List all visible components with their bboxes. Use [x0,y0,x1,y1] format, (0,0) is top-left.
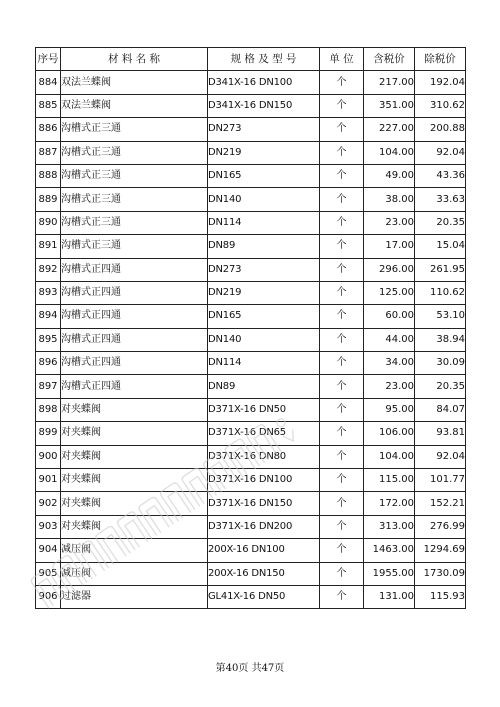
cell-tax-price: 172.00 [364,492,415,515]
cell-spec-model: D371X-16 DN50 [208,398,320,421]
cell-material-name: 沟槽式正三通 [61,188,208,211]
cell-tax-price: 106.00 [364,422,415,445]
header-unit: 单 位 [320,48,364,71]
cell-notax-price: 38.94 [415,328,466,351]
cell-notax-price: 192.04 [415,71,466,94]
cell-unit: 个 [320,539,364,562]
cell-tax-price: 95.00 [364,398,415,421]
cell-tax-price: 313.00 [364,515,415,538]
cell-unit: 个 [320,398,364,421]
table-row [36,492,466,515]
cell-tax-price: 34.00 [364,352,415,375]
cell-notax-price: 15.04 [415,235,466,258]
cell-tax-price: 227.00 [364,118,415,141]
cell-unit: 个 [320,118,364,141]
table-row [36,258,466,281]
cell-spec-model: D371X-16 DN80 [208,445,320,468]
cell-tax-price: 17.00 [364,235,415,258]
cell-tax-price: 125.00 [364,281,415,304]
cell-notax-price: 92.04 [415,141,466,164]
cell-unit: 个 [320,164,364,187]
cell-material-name: 对夹蝶阀 [61,398,208,421]
cell-unit: 个 [320,235,364,258]
cell-unit: 个 [320,445,364,468]
cell-material-name: 沟槽式正三通 [61,211,208,234]
cell-seq: 905 [36,562,61,585]
cell-seq: 894 [36,305,61,328]
table-row [36,398,466,421]
cell-notax-price: 33.63 [415,188,466,211]
cell-material-name: 对夹蝶阀 [61,492,208,515]
cell-unit: 个 [320,258,364,281]
cell-tax-price: 131.00 [364,585,415,608]
cell-spec-model: GL41X-16 DN50 [208,585,320,608]
cell-spec-model: DN219 [208,141,320,164]
table-row [36,562,466,585]
table-row [36,515,466,538]
cell-unit: 个 [320,492,364,515]
cell-spec-model: DN273 [208,118,320,141]
cell-unit: 个 [320,352,364,375]
cell-material-name: 沟槽式正四通 [61,281,208,304]
cell-unit: 个 [320,94,364,117]
cell-unit: 个 [320,422,364,445]
cell-notax-price: 53.10 [415,305,466,328]
cell-spec-model: D371X-16 DN65 [208,422,320,445]
cell-seq: 900 [36,445,61,468]
cell-tax-price: 49.00 [364,164,415,187]
cell-spec-model: DN114 [208,211,320,234]
cell-tax-price: 23.00 [364,375,415,398]
cell-seq: 888 [36,164,61,187]
cell-material-name: 双法兰蝶阀 [61,94,208,117]
cell-seq: 884 [36,71,61,94]
cell-material-name: 沟槽式正三通 [61,118,208,141]
cell-seq: 885 [36,94,61,117]
header-notax-price: 除税价 [415,48,466,71]
table-row [36,211,466,234]
cell-notax-price: 20.35 [415,375,466,398]
cell-unit: 个 [320,305,364,328]
cell-tax-price: 1463.00 [364,539,415,562]
cell-spec-model: DN89 [208,375,320,398]
cell-notax-price: 93.81 [415,422,466,445]
cell-seq: 899 [36,422,61,445]
cell-notax-price: 101.77 [415,469,466,492]
price-table [35,47,466,609]
cell-material-name: 对夹蝶阀 [61,445,208,468]
cell-material-name: 沟槽式正四通 [61,352,208,375]
cell-notax-price: 1294.69 [415,539,466,562]
table-row [36,585,466,608]
cell-seq: 886 [36,118,61,141]
cell-notax-price: 115.93 [415,585,466,608]
cell-material-name: 对夹蝶阀 [61,469,208,492]
cell-material-name: 对夹蝶阀 [61,515,208,538]
table-row [36,328,466,351]
cell-notax-price: 261.95 [415,258,466,281]
cell-material-name: 沟槽式正三通 [61,164,208,187]
cell-spec-model: D371X-16 DN200 [208,515,320,538]
table-row [36,141,466,164]
cell-seq: 906 [36,585,61,608]
cell-material-name: 沟槽式正四通 [61,328,208,351]
cell-tax-price: 351.00 [364,94,415,117]
cell-material-name: 对夹蝶阀 [61,422,208,445]
header-seq: 序号 [36,48,61,71]
cell-seq: 890 [36,211,61,234]
cell-spec-model: D371X-16 DN100 [208,469,320,492]
cell-tax-price: 38.00 [364,188,415,211]
cell-tax-price: 104.00 [364,141,415,164]
table-row [36,281,466,304]
table-body [36,71,466,609]
cell-spec-model: DN165 [208,164,320,187]
table-row [36,422,466,445]
cell-tax-price: 115.00 [364,469,415,492]
table-row [36,352,466,375]
cell-spec-model: DN273 [208,258,320,281]
table-header-row [36,48,466,71]
table-row [36,305,466,328]
cell-spec-model: 200X-16 DN150 [208,562,320,585]
table-row [36,188,466,211]
table-row [36,118,466,141]
cell-spec-model: DN140 [208,188,320,211]
cell-seq: 904 [36,539,61,562]
cell-seq: 902 [36,492,61,515]
header-tax-price: 含税价 [364,48,415,71]
cell-spec-model: DN114 [208,352,320,375]
cell-notax-price: 152.21 [415,492,466,515]
cell-tax-price: 60.00 [364,305,415,328]
header-material-name: 材 料 名 称 [61,48,208,71]
cell-unit: 个 [320,281,364,304]
table-row [36,94,466,117]
cell-unit: 个 [320,375,364,398]
cell-seq: 903 [36,515,61,538]
cell-notax-price: 1730.09 [415,562,466,585]
table-row [36,235,466,258]
cell-material-name: 减压阀 [61,562,208,585]
cell-notax-price: 110.62 [415,281,466,304]
cell-spec-model: D371X-16 DN150 [208,492,320,515]
header-spec-model: 规 格 及 型 号 [208,48,320,71]
table-row [36,71,466,94]
cell-seq: 901 [36,469,61,492]
cell-unit: 个 [320,328,364,351]
cell-material-name: 沟槽式正四通 [61,305,208,328]
table-row [36,539,466,562]
cell-unit: 个 [320,211,364,234]
cell-spec-model: DN165 [208,305,320,328]
cell-material-name: 沟槽式正三通 [61,235,208,258]
cell-tax-price: 296.00 [364,258,415,281]
cell-unit: 个 [320,562,364,585]
cell-seq: 892 [36,258,61,281]
cell-material-name: 双法兰蝶阀 [61,71,208,94]
cell-seq: 887 [36,141,61,164]
cell-material-name: 沟槽式正三通 [61,141,208,164]
cell-notax-price: 30.09 [415,352,466,375]
cell-notax-price: 92.04 [415,445,466,468]
cell-tax-price: 104.00 [364,445,415,468]
cell-spec-model: D341X-16 DN100 [208,71,320,94]
cell-seq: 895 [36,328,61,351]
cell-notax-price: 84.07 [415,398,466,421]
cell-notax-price: 20.35 [415,211,466,234]
cell-seq: 891 [36,235,61,258]
cell-notax-price: 200.88 [415,118,466,141]
cell-unit: 个 [320,469,364,492]
cell-material-name: 沟槽式正四通 [61,375,208,398]
table-row [36,375,466,398]
cell-tax-price: 23.00 [364,211,415,234]
table-row [36,445,466,468]
cell-seq: 898 [36,398,61,421]
cell-unit: 个 [320,515,364,538]
cell-seq: 889 [36,188,61,211]
cell-seq: 896 [36,352,61,375]
cell-spec-model: D341X-16 DN150 [208,94,320,117]
cell-spec-model: DN140 [208,328,320,351]
table-row [36,164,466,187]
cell-spec-model: DN219 [208,281,320,304]
cell-notax-price: 276.99 [415,515,466,538]
cell-tax-price: 217.00 [364,71,415,94]
page-footer: 第40页 共47页 [215,663,285,674]
table-row [36,469,466,492]
cell-notax-price: 43.36 [415,164,466,187]
cell-unit: 个 [320,71,364,94]
cell-spec-model: 200X-16 DN100 [208,539,320,562]
cell-seq: 893 [36,281,61,304]
cell-tax-price: 1955.00 [364,562,415,585]
cell-material-name: 沟槽式正四通 [61,258,208,281]
cell-notax-price: 310.62 [415,94,466,117]
cell-material-name: 过滤器 [61,585,208,608]
cell-unit: 个 [320,188,364,211]
cell-seq: 897 [36,375,61,398]
cell-unit: 个 [320,585,364,608]
cell-unit: 个 [320,141,364,164]
cell-material-name: 减压阀 [61,539,208,562]
cell-tax-price: 44.00 [364,328,415,351]
cell-spec-model: DN89 [208,235,320,258]
